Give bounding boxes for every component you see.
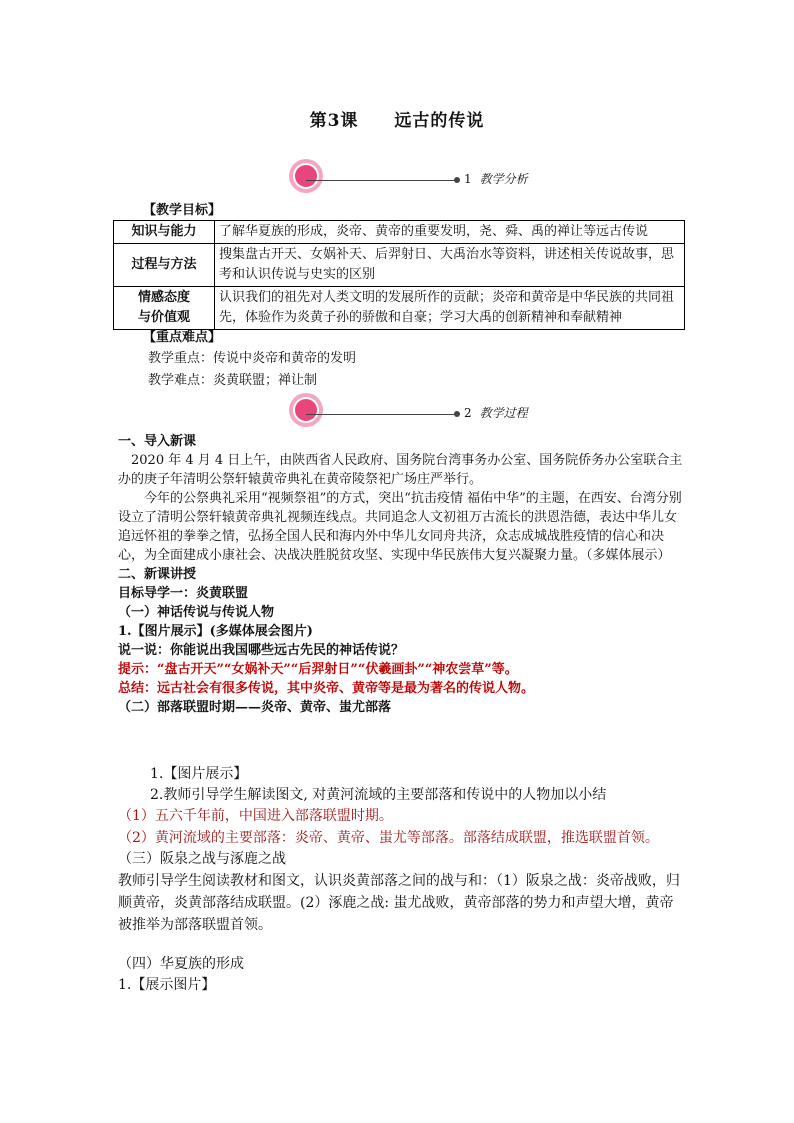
objectives-table [113, 220, 685, 330]
heading-intro: 一、导入新课 [118, 434, 197, 449]
table-value: 搜集盘古开天、女娲补天、后羿射日、大禹治水等资料，讲述相关传说故事，思考和认识传说与史实的区别 [215, 244, 685, 287]
flower-icon [288, 392, 324, 428]
heading-new-lesson: 二、新课讲授 [118, 567, 197, 582]
section-label: 2 教学过程 [464, 406, 528, 420]
subheading: （四）华夏族的形成 [118, 956, 244, 972]
lesson-name: 远古的传说 [394, 111, 485, 131]
lesson-number: 第3课 [309, 111, 359, 131]
table-key: 过程与方法 [114, 244, 215, 287]
point-text: （2）黄河流域的主要部落：炎帝、黄帝、蚩尤等部落。部落结成联盟，推选联盟首领。 [118, 830, 659, 846]
table-value: 认识我们的祖先对人类文明的发展所作的贡献；炎帝和黄帝是中华民族的共同祖先，体验作为炎黄子孙的骄傲和自豪；学习大禹的创新精神和奉献精神 [215, 287, 685, 330]
section-divider [306, 414, 456, 415]
bullet-icon [454, 177, 460, 183]
table-key: 知识与能力 [114, 221, 215, 244]
summary-text: 总结：远古社会有很多传说，其中炎帝、黄帝等是最为著名的传说人物。 [118, 681, 535, 696]
table-row [114, 244, 685, 287]
table-row [114, 221, 685, 244]
question-text: 说一说：你能说出我国哪些远古先民的神话传说？ [118, 643, 405, 658]
subheading: （三）阪泉之战与涿鹿之战 [118, 851, 286, 867]
list-item: 1.【展示图片】 [118, 977, 216, 993]
list-item: 1.【图片展示】 [150, 766, 248, 782]
lesson-body-continued [118, 764, 683, 996]
goal-heading: 目标导学一：炎黄联盟 [118, 586, 249, 601]
keypoints-heading: 【重点难点】 [143, 330, 222, 345]
paragraph: 教师引导学生阅读教材和图文，认识炎黄部落之间的战与和：（1）阪泉之战：炎帝战败，归顺黄帝，炎黄部落结成联盟。(2）涿鹿之战: 蚩尤战败，黄帝部落的势力和声望大增，黄帝被推举为部落联盟首领。 [118, 873, 680, 933]
table-value: 了解华夏族的形成，炎帝、黄帝的重要发明，尧、舜、禹的禅让等远古传说 [215, 221, 685, 244]
section-label: 1 教学分析 [464, 172, 528, 186]
section-divider [306, 180, 456, 181]
flower-icon [288, 158, 324, 194]
teaching-focus: 教学重点：传说中炎帝和黄帝的发明 [148, 351, 357, 366]
paragraph: 今年的公祭典礼采用“视频祭祖”的方式，突出“抗击疫情 福佑中华”的主题，在西安、台湾分别设立了清明公祭轩辕黄帝典礼视频连线点。共同追念人文初祖万古流长的洪恩浩德，表达中华儿女追远怀祖的拳拳之情，弘扬全国人民和海内外中华儿女同舟共济，众志成城战胜疫情的信心和决心，为全面建成小康社会、决战决胜脱贫攻坚、实现中华民族伟大复兴凝聚力量。（多媒体展示） [118, 491, 682, 563]
list-item: 2.教师引导学生解读图文, 对黄河流域的主要部落和传说中的人物加以小结 [150, 787, 607, 803]
teaching-difficulty: 教学难点：炎黄联盟；禅让制 [148, 373, 318, 388]
lesson-body [118, 432, 683, 717]
bullet-icon [454, 411, 460, 417]
point-text: （1）五六千年前，中国进入部落联盟时期。 [118, 808, 393, 824]
paragraph: 2020 年 4 月 4 日上午，由陕西省人民政府、国务院台湾事务办公室、国务院侨务办公室联合主办的庚子年清明公祭轩辕黄帝典礼在黄帝陵祭祀广场庄严举行。 [118, 453, 683, 487]
page-title [0, 106, 794, 131]
objectives-heading: 【教学目标】 [143, 203, 222, 218]
list-item: 1.【图片展示】(多媒体展会图片) [118, 624, 313, 639]
subheading: （二）部落联盟时期——炎帝、黄帝、蚩尤部落 [118, 700, 392, 715]
table-key: 情感态度 与价值观 [114, 287, 215, 330]
subheading: （一）神话传说与传说人物 [118, 605, 275, 620]
hint-text: 提示：“盘古开天”“女娲补天”“后羿射日”“伏羲画卦”“神农尝草”等。 [118, 662, 518, 677]
table-row [114, 287, 685, 330]
